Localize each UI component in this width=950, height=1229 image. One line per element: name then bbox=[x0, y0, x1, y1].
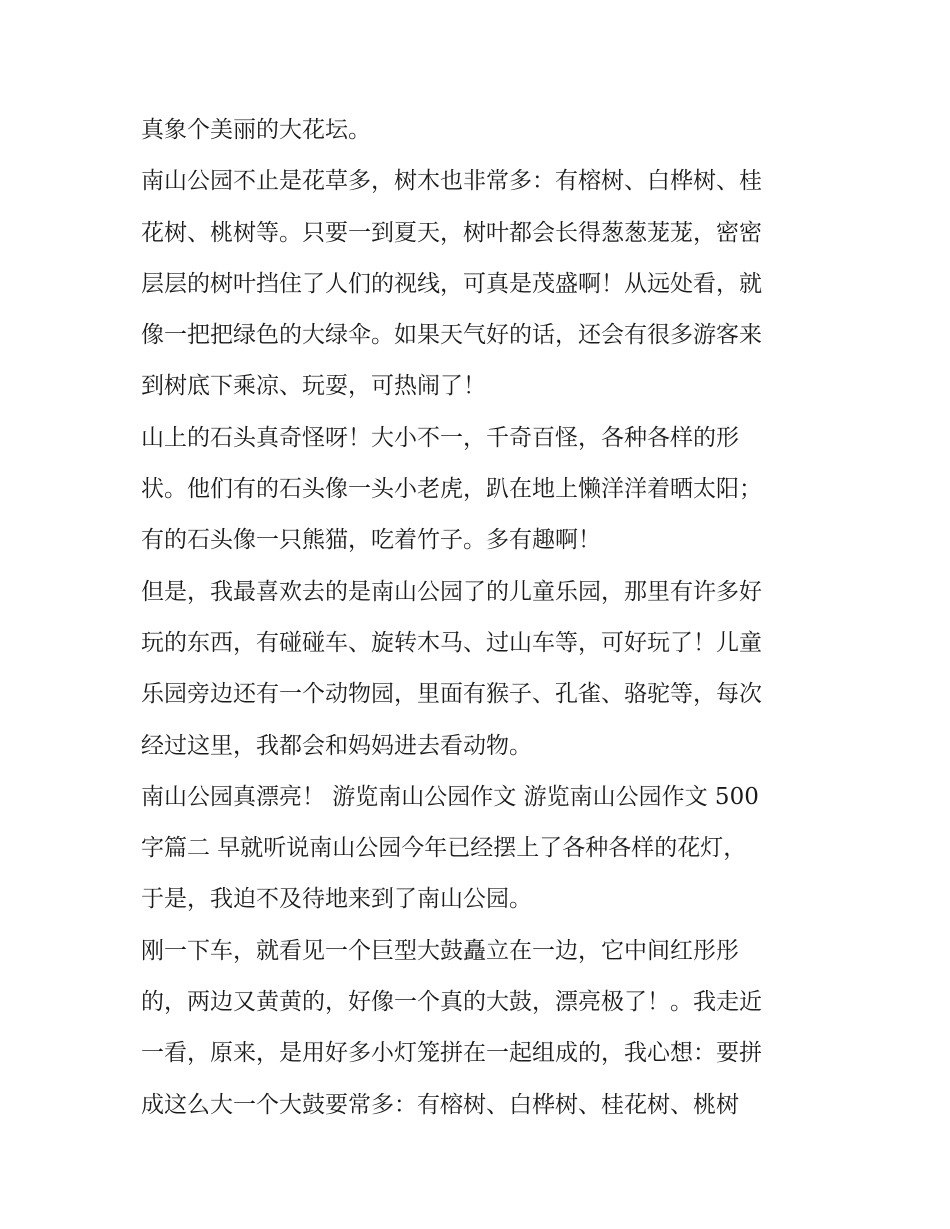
text-line: 乐园旁边还有一个动物园，里面有猴子、孔雀、骆驼等，每次 bbox=[141, 681, 762, 708]
text-line: 状。他们有的石头像一头小老虎，趴在地上懒洋洋着晒太阳； bbox=[141, 476, 762, 503]
body-text bbox=[141, 110, 821, 1136]
text-line: 字篇二 早就听说南山公园今年已经摆上了各种各样的花灯， bbox=[141, 835, 747, 862]
text-line: 于是，我迫不及待地来到了南山公园。 bbox=[141, 886, 532, 913]
text-line: 真象个美丽的大花坛。 bbox=[141, 117, 371, 143]
text-line: 成这么大一个大鼓要常多：有榕树、白桦树、桂花树、桃树 bbox=[141, 1091, 739, 1118]
text-line: 到树底下乘凉、玩耍，可热闹了！ bbox=[141, 373, 486, 400]
text-line: 但是，我最喜欢去的是南山公园了的儿童乐园，那里有许多好 bbox=[141, 578, 762, 605]
text-line: 像一把把绿色的大绿伞。如果天气好的话，还会有很多游客来 bbox=[141, 322, 762, 349]
text-line: 经过这里，我都会和妈妈进去看动物。 bbox=[141, 732, 532, 759]
text-line: 有的石头像一只熊猫，吃着竹子。多有趣啊！ bbox=[141, 527, 601, 554]
text-line: 南山公园真漂亮！ 游览南山公园作文 游览南山公园作文 500 bbox=[141, 783, 759, 810]
text-line: 花树、桃树等。只要一到夏天，树叶都会长得葱葱茏茏，密密 bbox=[141, 219, 762, 246]
text-line: 山上的石头真奇怪呀！大小不一，千奇百怪，各种各样的形 bbox=[141, 424, 739, 451]
text-line: 的，两边又黄黄的，好像一个真的大鼓，漂亮极了！。我走近 bbox=[141, 989, 762, 1016]
text-line: 南山公园不止是花草多，树木也非常多：有榕树、白桦树、桂 bbox=[141, 168, 762, 195]
text-line: 一看，原来，是用好多小灯笼拼在一起组成的，我心想：要拼 bbox=[141, 1040, 762, 1067]
text-line: 玩的东西，有碰碰车、旋转木马、过山车等，可好玩了！儿童 bbox=[141, 629, 762, 656]
text-line: 层层的树叶挡住了人们的视线，可真是茂盛啊！从远处看，就 bbox=[141, 270, 762, 297]
text-line: 刚一下车，就看见一个巨型大鼓矗立在一边，它中间红彤彤 bbox=[141, 937, 739, 964]
